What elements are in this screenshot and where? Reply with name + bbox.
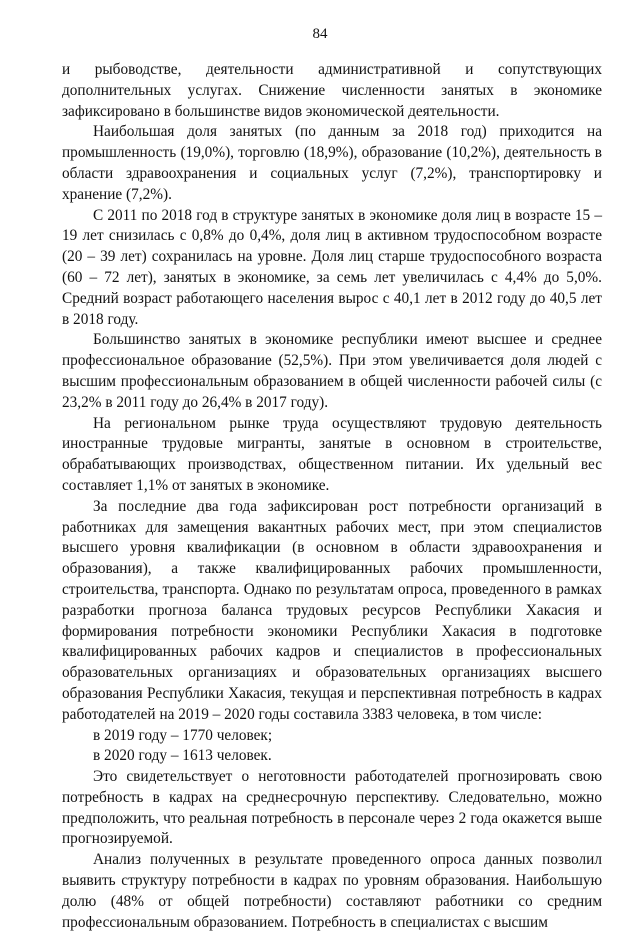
paragraph: Это свидетельствует о неготовности работодателей прогнозировать свою потребность в кадрах на среднесрочную перспективу. Следовательно, можно предположить, что реальная потребность в персонале через 2 года окажется выше прогнозируемой. xyxy=(62,768,602,848)
paragraph: На региональном рынке труда осуществляют трудовую деятельность иностранные трудовые мигранты, занятые в основном в строительстве, обрабатывающих производствах, общественном питании. Их удельный вес составляет 1,1% от занятых в экономике. xyxy=(62,414,602,494)
paragraph: и рыбоводстве, деятельности административной и сопутствующих дополнительных услугах. Снижение численности занятых в экономике зафиксировано в большинстве видов экономической деятельности. xyxy=(62,61,602,120)
list-item: в 2019 году – 1770 человек; xyxy=(93,726,273,744)
document-body xyxy=(62,60,602,933)
paragraph: Анализ полученных в результате проведенного опроса данных позволил выявить структуру потребности в кадрах по уровням образования. Наибольшую долю (48% от общей потребности) составляют работники со средним профессиональным образованием. Потребность в специалистах с высшим xyxy=(62,851,602,931)
paragraph: С 2011 по 2018 год в структуре занятых в экономике доля лиц в возрасте 15 – 19 лет снизилась с 0,8% до 0,4%, доля лиц в активном трудоспособном возрасте (20 – 39 лет) сохранилась на уровне. Доля лиц старше трудоспособного возраста (60 – 72 лет), занятых в экономике, за семь лет увеличилась с 4,4% до 5,0%. Средний возраст работающего населения вырос с 40,1 лет в 2012 году до 40,5 лет в 2018 году. xyxy=(62,206,602,328)
paragraph: За последние два года зафиксирован рост потребности организаций в работниках для замещения вакантных рабочих мест, при этом специалистов высшего уровня квалификации (в основном в области здравоохранения и образования), а также квалифицированных рабочих промышленности, строительства, транспорта. Однако по результатам опроса, проведенного в рамках разработки прогноза баланса трудовых ресурсов Республики Хакасия и формирования потребности экономики Республики Хакасия в подготовке квалифицированных рабочих кадров и специалистов в профессиональных образовательных организациях и образовательных организациях высшего образования Республики Хакасия, текущая и перспективная потребность в кадрах работодателей на 2019 – 2020 годы составила 3383 человека, в том числе: xyxy=(62,497,602,723)
paragraph: Наибольшая доля занятых (по данным за 2018 год) приходится на промышленность (19,0%), торговлю (18,9%), образование (10,2%), деятельность в области здравоохранения и социальных услуг (7,2%), транспортировку и хранение (7,2%). xyxy=(62,123,602,203)
paragraph: Большинство занятых в экономике республики имеют высшее и среднее профессиональное образование (52,5%). При этом увеличивается доля людей с высшим профессиональным образованием в общей численности рабочей силы (с 23,2% в 2011 году до 26,4% в 2017 году). xyxy=(62,331,602,411)
page-number: 84 xyxy=(312,26,328,42)
list-item: в 2020 году – 1613 человек. xyxy=(93,747,272,765)
